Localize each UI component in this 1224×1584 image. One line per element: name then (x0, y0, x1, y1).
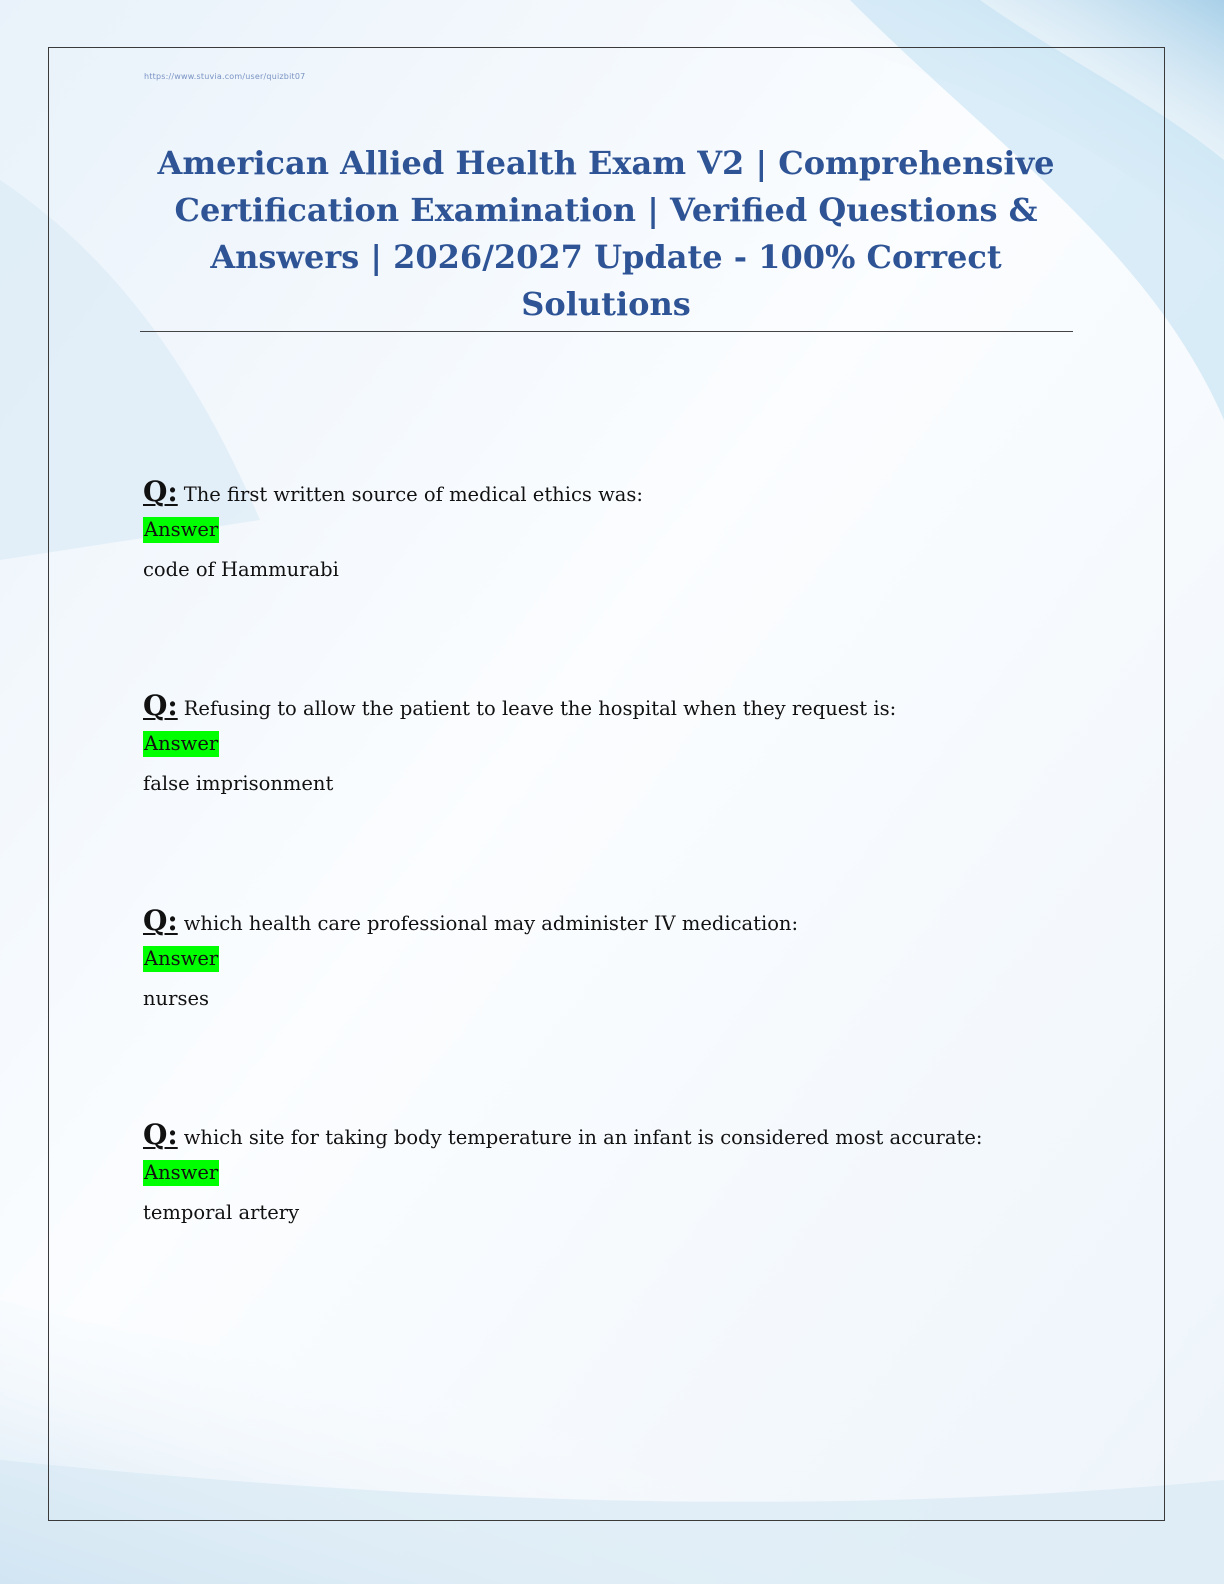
question-label: Q: (143, 904, 178, 937)
question-line (143, 904, 1103, 944)
question-line (143, 689, 1103, 729)
answer-text: code of Hammurabi (143, 558, 339, 581)
question-label: Q: (143, 689, 178, 722)
answer-label: Answer (144, 518, 219, 541)
answer-text: nurses (143, 987, 209, 1010)
answer-label: Answer (144, 732, 219, 755)
document-title: American Allied Health Exam V2 | Comprehensive Certification Examination | Verified Questions & Answers | 2026/2027 Update - 100% Correct Solutions (157, 144, 1055, 323)
qa-item (143, 904, 1103, 1012)
answer-text: false imprisonment (143, 772, 334, 795)
source-url[interactable]: https://www.stuvia.com/user/quizbit07 (144, 72, 306, 81)
question-line (143, 1118, 1103, 1158)
answer-label: Answer (144, 1161, 219, 1184)
answer-label: Answer (144, 947, 219, 970)
question-text: which site for taking body temperature in an infant is considered most accurate: (183, 1126, 983, 1149)
qa-item (143, 1118, 1103, 1226)
qa-item (143, 689, 1103, 797)
question-label: Q: (143, 475, 178, 508)
question-label: Q: (143, 1118, 178, 1151)
title-divider (140, 331, 1073, 332)
answer-text: temporal artery (143, 1201, 300, 1224)
question-text: The first written source of medical ethics was: (183, 483, 643, 506)
question-text: which health care professional may administer IV medication: (183, 912, 799, 935)
qa-item (143, 475, 1103, 583)
question-text: Refusing to allow the patient to leave the hospital when they request is: (183, 697, 897, 720)
question-line (143, 475, 1103, 515)
